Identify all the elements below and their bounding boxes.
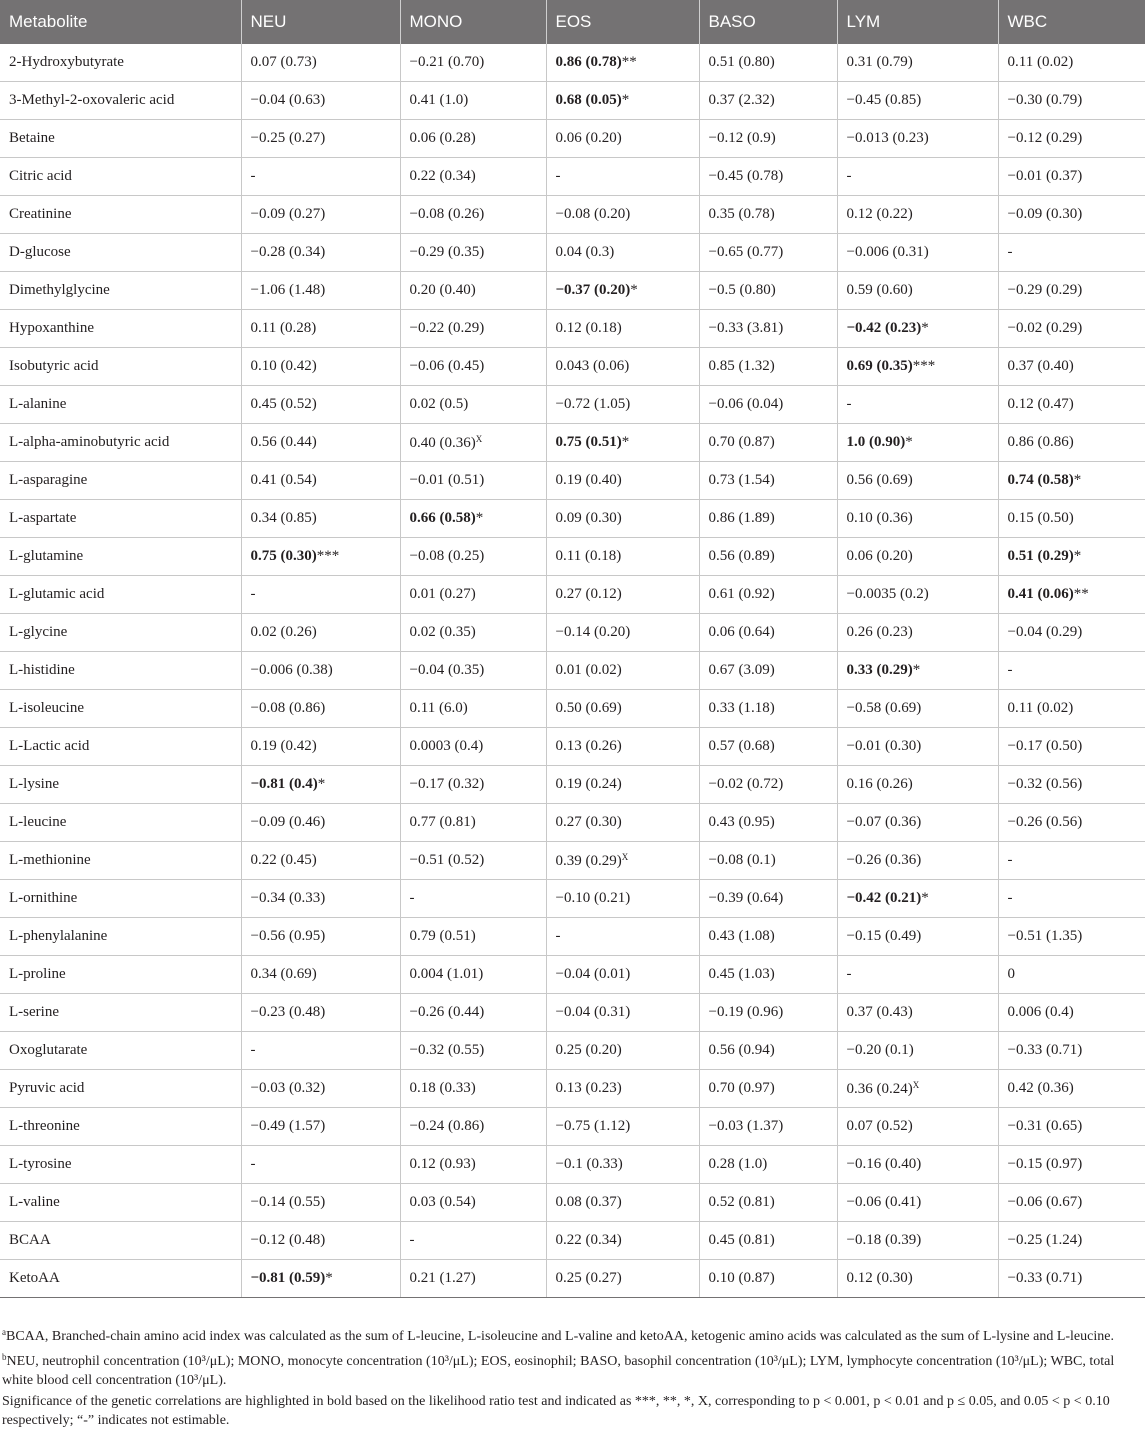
table-row <box>0 196 1145 234</box>
correlation-cell: 0.86 (0.86) <box>998 424 1145 462</box>
correlation-cell: 0.57 (0.68) <box>699 728 837 766</box>
footnote-b-mark: b <box>2 1351 7 1362</box>
correlation-cell: −0.01 (0.51) <box>400 462 546 500</box>
table-row <box>0 500 1145 538</box>
correlation-cell: 0.33 (0.29)* <box>837 652 998 690</box>
correlation-cell: 0.67 (3.09) <box>699 652 837 690</box>
metabolite-cell: L-glutamine <box>0 538 241 576</box>
table-row <box>0 120 1145 158</box>
correlation-cell: −0.013 (0.23) <box>837 120 998 158</box>
correlation-cell: −0.08 (0.20) <box>546 196 699 234</box>
metabolite-cell: L-histidine <box>0 652 241 690</box>
correlation-cell: 0.19 (0.42) <box>241 728 400 766</box>
correlation-cell: 0.73 (1.54) <box>699 462 837 500</box>
correlation-cell: 0.75 (0.30)*** <box>241 538 400 576</box>
correlation-cell: −0.08 (0.25) <box>400 538 546 576</box>
correlation-cell: 0.70 (0.97) <box>699 1070 837 1108</box>
correlation-cell: −0.5 (0.80) <box>699 272 837 310</box>
correlation-cell: 0.11 (0.28) <box>241 310 400 348</box>
footnote-a-mark: a <box>2 1327 6 1337</box>
correlation-cell: 0.61 (0.92) <box>699 576 837 614</box>
correlation-cell: 0.35 (0.78) <box>699 196 837 234</box>
correlation-cell: −0.72 (1.05) <box>546 386 699 424</box>
correlation-cell: 0.85 (1.32) <box>699 348 837 386</box>
correlation-cell: 0.41 (0.06)** <box>998 576 1145 614</box>
table-row <box>0 918 1145 956</box>
correlation-cell: 0 <box>998 956 1145 994</box>
correlation-cell: 0.37 (0.40) <box>998 348 1145 386</box>
header-neu: NEU <box>241 0 400 44</box>
correlation-cell: −0.26 (0.36) <box>837 842 998 880</box>
correlation-cell: 0.15 (0.50) <box>998 500 1145 538</box>
correlation-cell: −0.15 (0.49) <box>837 918 998 956</box>
correlation-cell: −0.06 (0.67) <box>998 1184 1145 1222</box>
metabolite-cell: 2-Hydroxybutyrate <box>0 44 241 82</box>
table-row <box>0 234 1145 272</box>
correlation-cell: −0.10 (0.21) <box>546 880 699 918</box>
correlation-cell: 0.45 (1.03) <box>699 956 837 994</box>
correlation-cell: −0.42 (0.23)* <box>837 310 998 348</box>
table-row <box>0 1032 1145 1070</box>
correlation-cell: 0.56 (0.69) <box>837 462 998 500</box>
correlation-cell: −0.32 (0.56) <box>998 766 1145 804</box>
correlation-cell: 0.43 (0.95) <box>699 804 837 842</box>
table-row <box>0 842 1145 880</box>
correlation-cell: 0.59 (0.60) <box>837 272 998 310</box>
correlation-cell: 0.02 (0.26) <box>241 614 400 652</box>
table-row <box>0 956 1145 994</box>
correlation-cell: 0.51 (0.29)* <box>998 538 1145 576</box>
metabolite-cell: BCAA <box>0 1222 241 1260</box>
correlation-cell: −0.12 (0.29) <box>998 120 1145 158</box>
table-row <box>0 310 1145 348</box>
correlation-cell: 0.75 (0.51)* <box>546 424 699 462</box>
header-eos: EOS <box>546 0 699 44</box>
correlation-cell: 0.10 (0.87) <box>699 1260 837 1298</box>
correlation-cell: 0.01 (0.02) <box>546 652 699 690</box>
correlation-cell: 0.66 (0.58)* <box>400 500 546 538</box>
correlation-cell: −0.01 (0.30) <box>837 728 998 766</box>
correlation-cell: 0.11 (0.18) <box>546 538 699 576</box>
table-row <box>0 538 1145 576</box>
correlation-cell: 0.22 (0.34) <box>546 1222 699 1260</box>
metabolite-cell: Betaine <box>0 120 241 158</box>
correlation-cell: 0.79 (0.51) <box>400 918 546 956</box>
correlation-cell: 0.03 (0.54) <box>400 1184 546 1222</box>
correlation-cell: −0.45 (0.78) <box>699 158 837 196</box>
footnote-a <box>2 1323 1137 1347</box>
correlation-cell: 0.22 (0.34) <box>400 158 546 196</box>
correlation-cell: −0.09 (0.30) <box>998 196 1145 234</box>
metabolite-cell: L-threonine <box>0 1108 241 1146</box>
correlation-cell: −0.08 (0.86) <box>241 690 400 728</box>
header-row <box>0 0 1145 44</box>
correlation-cell: 0.11 (0.02) <box>998 690 1145 728</box>
correlation-cell: 0.68 (0.05)* <box>546 82 699 120</box>
correlation-cell: 0.18 (0.33) <box>400 1070 546 1108</box>
correlation-cell: −0.30 (0.79) <box>998 82 1145 120</box>
correlation-cell: 0.02 (0.35) <box>400 614 546 652</box>
correlation-cell: 0.11 (6.0) <box>400 690 546 728</box>
correlation-cell: 0.27 (0.12) <box>546 576 699 614</box>
metabolite-cell: L-alanine <box>0 386 241 424</box>
correlation-cell: 0.45 (0.52) <box>241 386 400 424</box>
metabolite-cell: L-tyrosine <box>0 1146 241 1184</box>
table-row <box>0 728 1145 766</box>
correlation-cell: 0.12 (0.30) <box>837 1260 998 1298</box>
footnote-b-text: NEU, neutrophil concentration (10³/μL); MONO, monocyte concentration (10³/μL); EOS, eosinophil; BASO, basophil concentration (10³/μL); LYM, lymphocyte concentration (10³/μL); WBC, total white blood cell concentration (10³/μL). <box>2 1353 1115 1388</box>
correlation-cell: 0.25 (0.20) <box>546 1032 699 1070</box>
correlation-cell: 0.27 (0.30) <box>546 804 699 842</box>
correlation-cell: 0.56 (0.44) <box>241 424 400 462</box>
metabolite-cell: L-glutamic acid <box>0 576 241 614</box>
metabolite-cell: Creatinine <box>0 196 241 234</box>
correlation-cell: - <box>241 1146 400 1184</box>
correlation-cell: - <box>837 386 998 424</box>
correlation-cell: −0.51 (1.35) <box>998 918 1145 956</box>
metabolite-cell: Dimethylglycine <box>0 272 241 310</box>
correlation-cell: −0.16 (0.40) <box>837 1146 998 1184</box>
correlation-cell: −0.33 (3.81) <box>699 310 837 348</box>
correlation-cell: 0.13 (0.23) <box>546 1070 699 1108</box>
table-row <box>0 1260 1145 1298</box>
table-row <box>0 994 1145 1032</box>
metabolite-cell: L-alpha-aminobutyric acid <box>0 424 241 462</box>
correlation-cell: −0.04 (0.63) <box>241 82 400 120</box>
correlation-cell: −0.39 (0.64) <box>699 880 837 918</box>
correlation-cell: - <box>546 158 699 196</box>
correlation-cell: 0.28 (1.0) <box>699 1146 837 1184</box>
correlation-cell: 0.70 (0.87) <box>699 424 837 462</box>
table-row <box>0 1222 1145 1260</box>
correlation-cell: −0.34 (0.33) <box>241 880 400 918</box>
correlation-cell: −0.33 (0.71) <box>998 1032 1145 1070</box>
correlation-cell: −0.0035 (0.2) <box>837 576 998 614</box>
correlation-cell: - <box>837 956 998 994</box>
metabolite-cell: L-methionine <box>0 842 241 880</box>
correlation-cell: 0.08 (0.37) <box>546 1184 699 1222</box>
correlation-cell: −0.28 (0.34) <box>241 234 400 272</box>
metabolite-cell: L-phenylalanine <box>0 918 241 956</box>
correlation-cell: 0.36 $(0.24)^X$ <box>837 1070 998 1108</box>
correlation-cell: 0.56 (0.94) <box>699 1032 837 1070</box>
correlation-cell: −0.09 (0.27) <box>241 196 400 234</box>
footnote-a-text: BCAA, Branched-chain amino acid index was calculated as the sum of L-leucine, L-isoleucine and L-valine and ketoAA, ketogenic amino acids was calculated as the sum of L-lysine and L-leucine. <box>6 1329 1114 1344</box>
correlation-cell: 0.0003 (0.4) <box>400 728 546 766</box>
correlation-cell: 0.31 (0.79) <box>837 44 998 82</box>
correlation-cell: 0.13 (0.26) <box>546 728 699 766</box>
correlation-cell: −0.04 (0.01) <box>546 956 699 994</box>
correlation-cell: 0.41 (1.0) <box>400 82 546 120</box>
correlation-cell: 0.39 $(0.29)^X$ <box>546 842 699 880</box>
footnote-significance: Significance of the genetic correlations are highlighted in bold based on the likelihood ratio test and indicated as ***, **, *, X, corresponding to p < 0.001, p < 0.01 and p ≤ 0.05, and 0.05 < p < 0.10 respectively; “-” indicates not estimable. <box>2 1393 1110 1428</box>
table-body <box>0 44 1145 1298</box>
correlation-cell: - <box>998 842 1145 880</box>
table-row <box>0 614 1145 652</box>
correlation-cell: −0.49 (1.57) <box>241 1108 400 1146</box>
correlation-cell: −0.29 (0.35) <box>400 234 546 272</box>
correlation-cell: −0.25 (0.27) <box>241 120 400 158</box>
correlation-cell: −0.37 (0.20)* <box>546 272 699 310</box>
correlation-cell: 0.56 (0.89) <box>699 538 837 576</box>
correlation-cell: 0.19 (0.24) <box>546 766 699 804</box>
correlation-cell: −0.32 (0.55) <box>400 1032 546 1070</box>
correlation-cell: −0.20 (0.1) <box>837 1032 998 1070</box>
metabolite-cell: KetoAA <box>0 1260 241 1298</box>
metabolite-cell: L-leucine <box>0 804 241 842</box>
metabolite-cell: L-proline <box>0 956 241 994</box>
correlation-cell: −0.51 (0.52) <box>400 842 546 880</box>
correlation-cell: 0.11 (0.02) <box>998 44 1145 82</box>
correlation-cell: −0.02 (0.29) <box>998 310 1145 348</box>
correlation-cell: −0.006 (0.31) <box>837 234 998 272</box>
correlation-cell: 0.42 (0.36) <box>998 1070 1145 1108</box>
correlation-cell: −0.02 (0.72) <box>699 766 837 804</box>
correlation-cell: 0.006 (0.4) <box>998 994 1145 1032</box>
correlation-cell: 0.004 (1.01) <box>400 956 546 994</box>
correlation-cell: −0.31 (0.65) <box>998 1108 1145 1146</box>
correlation-cell: −0.26 (0.44) <box>400 994 546 1032</box>
metabolite-cell: D-glucose <box>0 234 241 272</box>
correlation-cell: 1.0 (0.90)* <box>837 424 998 462</box>
correlation-cell: 0.34 (0.69) <box>241 956 400 994</box>
correlation-cell: 0.22 (0.45) <box>241 842 400 880</box>
correlation-cell: 0.43 (1.08) <box>699 918 837 956</box>
correlation-cell: −0.04 (0.29) <box>998 614 1145 652</box>
header-lym: LYM <box>837 0 998 44</box>
correlation-cell: 0.043 (0.06) <box>546 348 699 386</box>
header-metabolite: Metabolite <box>0 0 241 44</box>
correlation-cell: 0.16 (0.26) <box>837 766 998 804</box>
correlation-cell: 0.06 (0.28) <box>400 120 546 158</box>
correlation-cell: −0.08 (0.26) <box>400 196 546 234</box>
correlation-cell: −0.19 (0.96) <box>699 994 837 1032</box>
correlation-cell: 0.19 (0.40) <box>546 462 699 500</box>
table-row <box>0 44 1145 82</box>
correlation-cell: −0.42 (0.21)* <box>837 880 998 918</box>
table-row <box>0 690 1145 728</box>
table-row <box>0 158 1145 196</box>
correlation-cell: −0.06 (0.45) <box>400 348 546 386</box>
correlation-cell: 0.33 (1.18) <box>699 690 837 728</box>
footnotes <box>0 1323 1137 1432</box>
correlation-cell: - <box>998 652 1145 690</box>
correlation-cell: −0.33 (0.71) <box>998 1260 1145 1298</box>
correlation-cell: 0.77 (0.81) <box>400 804 546 842</box>
correlation-cell: 0.51 (0.80) <box>699 44 837 82</box>
correlation-cell: −0.14 (0.55) <box>241 1184 400 1222</box>
metabolite-cell: Citric acid <box>0 158 241 196</box>
correlation-cell: −0.1 (0.33) <box>546 1146 699 1184</box>
correlation-cell: 0.06 (0.20) <box>546 120 699 158</box>
correlation-cell: −0.17 (0.32) <box>400 766 546 804</box>
metabolite-cell: Isobutyric acid <box>0 348 241 386</box>
correlation-cell: 0.21 (1.27) <box>400 1260 546 1298</box>
correlation-cell: −0.04 (0.35) <box>400 652 546 690</box>
correlation-cell: −0.24 (0.86) <box>400 1108 546 1146</box>
header-baso: BASO <box>699 0 837 44</box>
header-wbc: WBC <box>998 0 1145 44</box>
correlation-cell: 0.25 (0.27) <box>546 1260 699 1298</box>
correlation-cell: 0.12 (0.18) <box>546 310 699 348</box>
correlation-cell: −0.23 (0.48) <box>241 994 400 1032</box>
correlation-cell: 0.12 (0.93) <box>400 1146 546 1184</box>
correlation-cell: 0.86 (1.89) <box>699 500 837 538</box>
metabolite-cell: L-glycine <box>0 614 241 652</box>
correlation-cell: 0.12 (0.22) <box>837 196 998 234</box>
correlation-cell: −0.07 (0.36) <box>837 804 998 842</box>
table-row <box>0 424 1145 462</box>
correlation-cell: 0.34 (0.85) <box>241 500 400 538</box>
correlation-cell: −0.15 (0.97) <box>998 1146 1145 1184</box>
correlation-cell: 0.06 (0.64) <box>699 614 837 652</box>
table-row <box>0 348 1145 386</box>
correlation-cell: 0.45 (0.81) <box>699 1222 837 1260</box>
header-mono: MONO <box>400 0 546 44</box>
correlation-cell: −0.03 (1.37) <box>699 1108 837 1146</box>
table-row <box>0 1070 1145 1108</box>
correlation-cell: 0.86 (0.78)** <box>546 44 699 82</box>
correlation-cell: 0.04 (0.3) <box>546 234 699 272</box>
correlation-cell: 0.09 (0.30) <box>546 500 699 538</box>
correlation-cell: 0.26 (0.23) <box>837 614 998 652</box>
correlation-cell: −0.65 (0.77) <box>699 234 837 272</box>
metabolite-cell: L-isoleucine <box>0 690 241 728</box>
table-row <box>0 1184 1145 1222</box>
correlation-cell: −0.12 (0.48) <box>241 1222 400 1260</box>
correlation-cell: −0.01 (0.37) <box>998 158 1145 196</box>
table-row <box>0 766 1145 804</box>
correlation-cell: −0.006 (0.38) <box>241 652 400 690</box>
metabolite-cell: L-Lactic acid <box>0 728 241 766</box>
correlation-cell: - <box>400 880 546 918</box>
metabolite-cell: L-aspartate <box>0 500 241 538</box>
correlation-cell: 0.41 (0.54) <box>241 462 400 500</box>
correlation-cell: 0.37 (0.43) <box>837 994 998 1032</box>
correlation-cell: −0.17 (0.50) <box>998 728 1145 766</box>
correlation-cell: −0.26 (0.56) <box>998 804 1145 842</box>
metabolite-cell: Pyruvic acid <box>0 1070 241 1108</box>
correlation-cell: - <box>241 1032 400 1070</box>
table-row <box>0 272 1145 310</box>
correlation-cell: - <box>998 234 1145 272</box>
correlation-cell: −0.06 (0.04) <box>699 386 837 424</box>
correlation-cell: 0.10 (0.42) <box>241 348 400 386</box>
metabolite-cell: Hypoxanthine <box>0 310 241 348</box>
metabolite-cell: L-lysine <box>0 766 241 804</box>
correlation-cell: - <box>998 880 1145 918</box>
correlation-cell: 0.40 $(0.36)^X$ <box>400 424 546 462</box>
correlation-cell: 0.50 (0.69) <box>546 690 699 728</box>
correlation-cell: 0.37 (2.32) <box>699 82 837 120</box>
correlation-cell: −0.14 (0.20) <box>546 614 699 652</box>
metabolite-cell: 3-Methyl-2-oxovaleric acid <box>0 82 241 120</box>
correlation-cell: 0.52 (0.81) <box>699 1184 837 1222</box>
correlation-cell: −0.22 (0.29) <box>400 310 546 348</box>
correlation-cell: 0.07 (0.52) <box>837 1108 998 1146</box>
correlation-cell: 0.12 (0.47) <box>998 386 1145 424</box>
correlation-cell: −0.81 (0.4)* <box>241 766 400 804</box>
table-row <box>0 462 1145 500</box>
correlation-cell: −0.75 (1.12) <box>546 1108 699 1146</box>
correlation-cell: −0.58 (0.69) <box>837 690 998 728</box>
correlation-cell: −0.08 (0.1) <box>699 842 837 880</box>
correlation-cell: −0.29 (0.29) <box>998 272 1145 310</box>
correlation-cell: −0.06 (0.41) <box>837 1184 998 1222</box>
correlation-cell: 0.74 (0.58)* <box>998 462 1145 500</box>
correlation-cell: −0.81 (0.59)* <box>241 1260 400 1298</box>
correlation-cell: 0.10 (0.36) <box>837 500 998 538</box>
table-row <box>0 1108 1145 1146</box>
correlation-cell: - <box>241 576 400 614</box>
metabolite-cell: Oxoglutarate <box>0 1032 241 1070</box>
correlation-cell: - <box>546 918 699 956</box>
footnote-b <box>2 1348 1137 1391</box>
table-row <box>0 804 1145 842</box>
table-row <box>0 82 1145 120</box>
metabolite-cell: L-ornithine <box>0 880 241 918</box>
correlation-cell: −0.21 (0.70) <box>400 44 546 82</box>
correlation-cell: −0.25 (1.24) <box>998 1222 1145 1260</box>
correlation-cell: - <box>400 1222 546 1260</box>
correlation-cell: −0.56 (0.95) <box>241 918 400 956</box>
correlation-cell: −0.12 (0.9) <box>699 120 837 158</box>
correlation-cell: - <box>837 158 998 196</box>
correlation-cell: - <box>241 158 400 196</box>
correlation-cell: −1.06 (1.48) <box>241 272 400 310</box>
table-row <box>0 386 1145 424</box>
correlation-cell: −0.04 (0.31) <box>546 994 699 1032</box>
correlation-cell: 0.69 (0.35)*** <box>837 348 998 386</box>
correlation-cell: −0.18 (0.39) <box>837 1222 998 1260</box>
table-row <box>0 576 1145 614</box>
table-row <box>0 1146 1145 1184</box>
correlation-cell: 0.07 (0.73) <box>241 44 400 82</box>
correlation-cell: −0.09 (0.46) <box>241 804 400 842</box>
correlation-cell: 0.02 (0.5) <box>400 386 546 424</box>
table-row <box>0 652 1145 690</box>
correlation-cell: 0.20 (0.40) <box>400 272 546 310</box>
metabolite-cell: L-serine <box>0 994 241 1032</box>
metabolite-cell: L-asparagine <box>0 462 241 500</box>
metabolite-cell: L-valine <box>0 1184 241 1222</box>
correlation-cell: −0.03 (0.32) <box>241 1070 400 1108</box>
correlation-cell: 0.06 (0.20) <box>837 538 998 576</box>
correlation-cell: 0.01 (0.27) <box>400 576 546 614</box>
table-row <box>0 880 1145 918</box>
correlation-cell: −0.45 (0.85) <box>837 82 998 120</box>
